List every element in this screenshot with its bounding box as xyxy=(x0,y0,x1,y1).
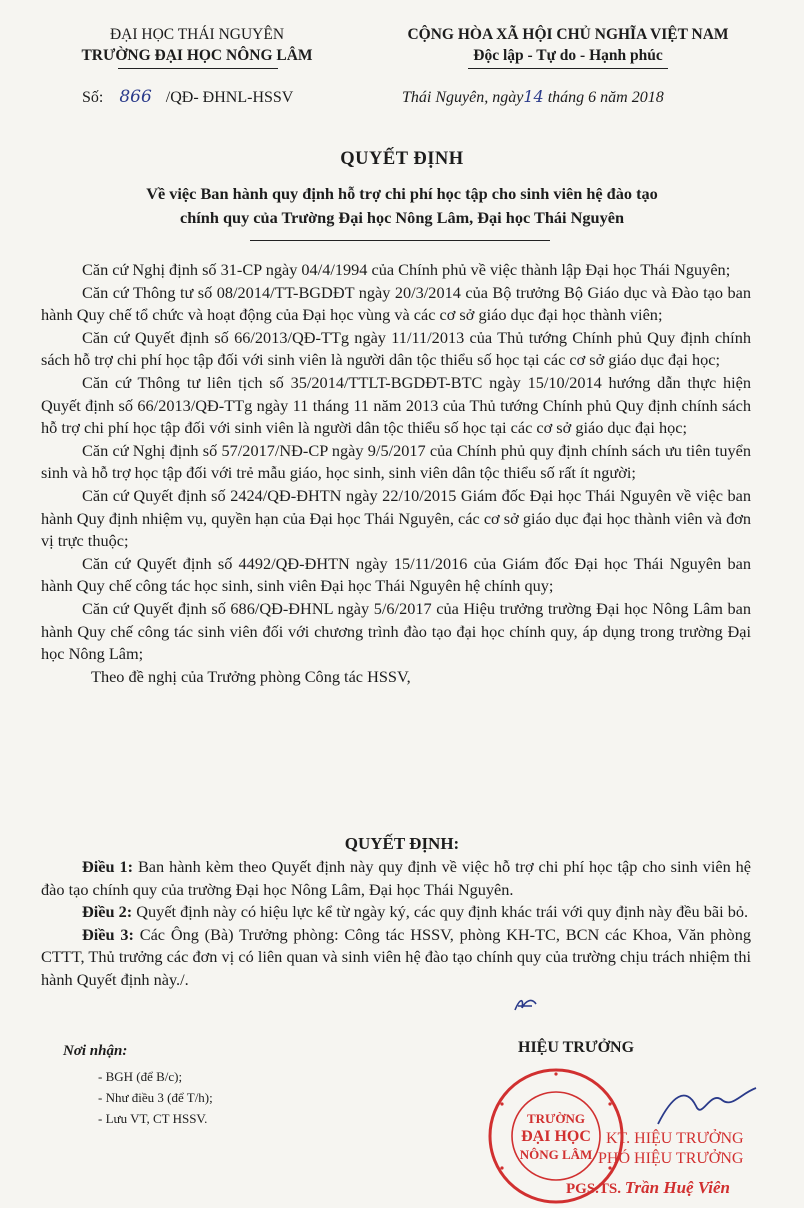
document-title: QUYẾT ĐỊNH xyxy=(340,149,464,169)
number-suffix: /QĐ- ĐHNL-HSSV xyxy=(165,89,294,106)
recipient-item: - Như điều 3 (để T/h); xyxy=(98,1090,213,1105)
article-item xyxy=(41,924,751,992)
article-label: Điều 1: xyxy=(82,857,134,876)
signer-name xyxy=(566,1178,730,1198)
school-name: TRƯỜNG ĐẠI HỌC NÔNG LÂM xyxy=(81,47,313,64)
national-motto: Độc lập - Tự do - Hạnh phúc xyxy=(473,47,663,64)
subject-line-1: Về việc Ban hành quy định hỗ trợ chi phí học tập cho sinh viên hệ đào tạo xyxy=(146,184,658,203)
handwritten-signature-icon xyxy=(652,1076,762,1136)
date-rest: tháng 6 năm 2018 xyxy=(547,89,664,106)
preamble-item: Căn cứ Quyết định số 4492/QĐ-ĐHTN ngày 15/11/2016 của Giám đốc Đại học Thái Nguyên ban hành Quy chế công tác học sinh, sinh viên Đại học Thái Nguyên hệ chính quy; xyxy=(41,553,751,596)
preamble xyxy=(41,259,751,688)
preamble-item: Căn cứ Thông tư số 08/2014/TT-BGDĐT ngày 20/3/2014 của Bộ trưởng Bộ Giáo dục và Đào tạo ban hành Quy chế tổ chức và hoạt động của Đại học vùng và các cơ sở giáo dục đại học thành viên; xyxy=(41,282,751,325)
article-item xyxy=(41,901,751,924)
left-header-rule xyxy=(118,68,278,69)
country-name: CỘNG HÒA XÃ HỘI CHỦ NGHĨA VIỆT NAM xyxy=(407,26,729,43)
initial-mark-icon xyxy=(512,994,540,1014)
seal-line-1: TRƯỜNG xyxy=(526,1111,586,1126)
preamble-item: Căn cứ Thông tư liên tịch số 35/2014/TTLT-BGDĐT-BTC ngày 15/10/2014 hướng dẫn thực hiện Quyết định số 66/2013/QĐ-TTg ngày 11 tháng 11 năm 2013 của Thủ tướng Chính phủ Quy định chính sách hỗ trợ chi phí học tập đối với sinh viên là người dân tộc thiểu số học tại các cơ sở giáo dục đại học; xyxy=(41,372,751,438)
number-value: 866 xyxy=(119,87,152,107)
article-label: Điều 2: xyxy=(82,902,133,922)
number-label: Số: xyxy=(82,89,104,106)
seal-line-2: ĐẠI HỌC xyxy=(521,1128,591,1145)
preamble-item: Căn cứ Nghị định số 57/2017/NĐ-CP ngày 9/5/2017 của Chính phủ quy định chính sách ưu tiên tuyển sinh và hỗ trợ học tập đối với trẻ mẫu giáo, học sinh, sinh viên dân tộc thiểu số rất ít người; xyxy=(41,440,751,483)
decision-heading: QUYẾT ĐỊNH: xyxy=(344,834,460,853)
article-text: Ban hành kèm theo Quyết định này quy định về việc hỗ trợ chi phí học tập cho sinh viên hệ đào tạo chính quy của trường Đại học Nông Lâm, Đại học Thái Nguyên. xyxy=(41,857,751,899)
preamble-item: Căn cứ Nghị định số 31-CP ngày 04/4/1994 của Chính phủ về việc thành lập Đại học Thái Nguyên; xyxy=(82,260,731,279)
place-date-prefix: Thái Nguyên, ngày xyxy=(402,89,524,106)
document-subject xyxy=(40,182,764,230)
signature-title: HIỆU TRƯỞNG xyxy=(518,1039,635,1056)
signer-full-name: Trần Huệ Viên xyxy=(624,1178,730,1197)
recipients-label: Nơi nhận: xyxy=(63,1043,128,1059)
preamble-item: Căn cứ Quyết định số 686/QĐ-ĐHNL ngày 5/6/2017 của Hiệu trưởng trường Đại học Nông Lâm ban hành Quy chế công tác sinh viên đối với chương trình đào tạo đại học chính quy, áp dụng trong trường Đại học Nông Lâm; xyxy=(41,598,751,664)
kt-title: KT. HIỆU TRƯỞNG xyxy=(606,1130,744,1147)
article-item xyxy=(41,856,751,901)
article-label: Điều 3: xyxy=(82,924,134,944)
right-header-rule xyxy=(468,68,668,69)
preamble-item: Căn cứ Quyết định số 2424/QĐ-ĐHTN ngày 22/10/2015 Giám đốc Đại học Thái Nguyên về việc ban hành Quy định nhiệm vụ, quyền hạn của Đại học Thái Nguyên, các cơ sở giáo dục đại học thành viên và đơn vị trực thuộc; xyxy=(41,485,751,551)
article-text: Quyết định này có hiệu lực kể từ ngày ký, các quy định khác trái với quy định này đều bãi bỏ. xyxy=(136,902,749,922)
preamble-item: Căn cứ Quyết định số 66/2013/QĐ-TTg ngày 11/11/2013 của Thủ tướng Chính phủ Quy định chính sách hỗ trợ chi phí học tập đối với sinh viên là người dân tộc thiểu số học tại các cơ sở giáo dục đại học; xyxy=(41,327,751,370)
place-date xyxy=(402,87,664,107)
seal-line-3: NÔNG LÂM xyxy=(519,1147,593,1162)
preamble-item: Theo đề nghị của Trưởng phòng Công tác HSSV, xyxy=(91,666,411,686)
decision-number xyxy=(82,87,293,107)
subject-line-2: chính quy của Trường Đại học Nông Lâm, Đại học Thái Nguyên xyxy=(180,208,624,227)
deputy-title: PHÓ HIỆU TRƯỞNG xyxy=(598,1150,744,1167)
article-text: Các Ông (Bà) Trưởng phòng: Công tác HSSV, phòng KH-TC, BCN các Khoa, Văn phòng CTTT, Thủ trưởng các đơn vị có liên quan và sinh viên hệ đào tạo chính quy của trường chịu trách nhiệm thi hành Quyết định này./. xyxy=(41,924,751,989)
recipients-list xyxy=(98,1066,213,1129)
signer-prefix: PGS.TS. xyxy=(566,1181,622,1197)
date-day: 14 xyxy=(523,87,544,106)
agency-name: ĐẠI HỌC THÁI NGUYÊN xyxy=(109,26,285,43)
articles xyxy=(41,856,751,992)
recipient-item: - Lưu VT, CT HSSV. xyxy=(98,1111,208,1126)
recipient-item: - BGH (để B/c); xyxy=(98,1069,183,1084)
title-rule xyxy=(250,240,550,241)
